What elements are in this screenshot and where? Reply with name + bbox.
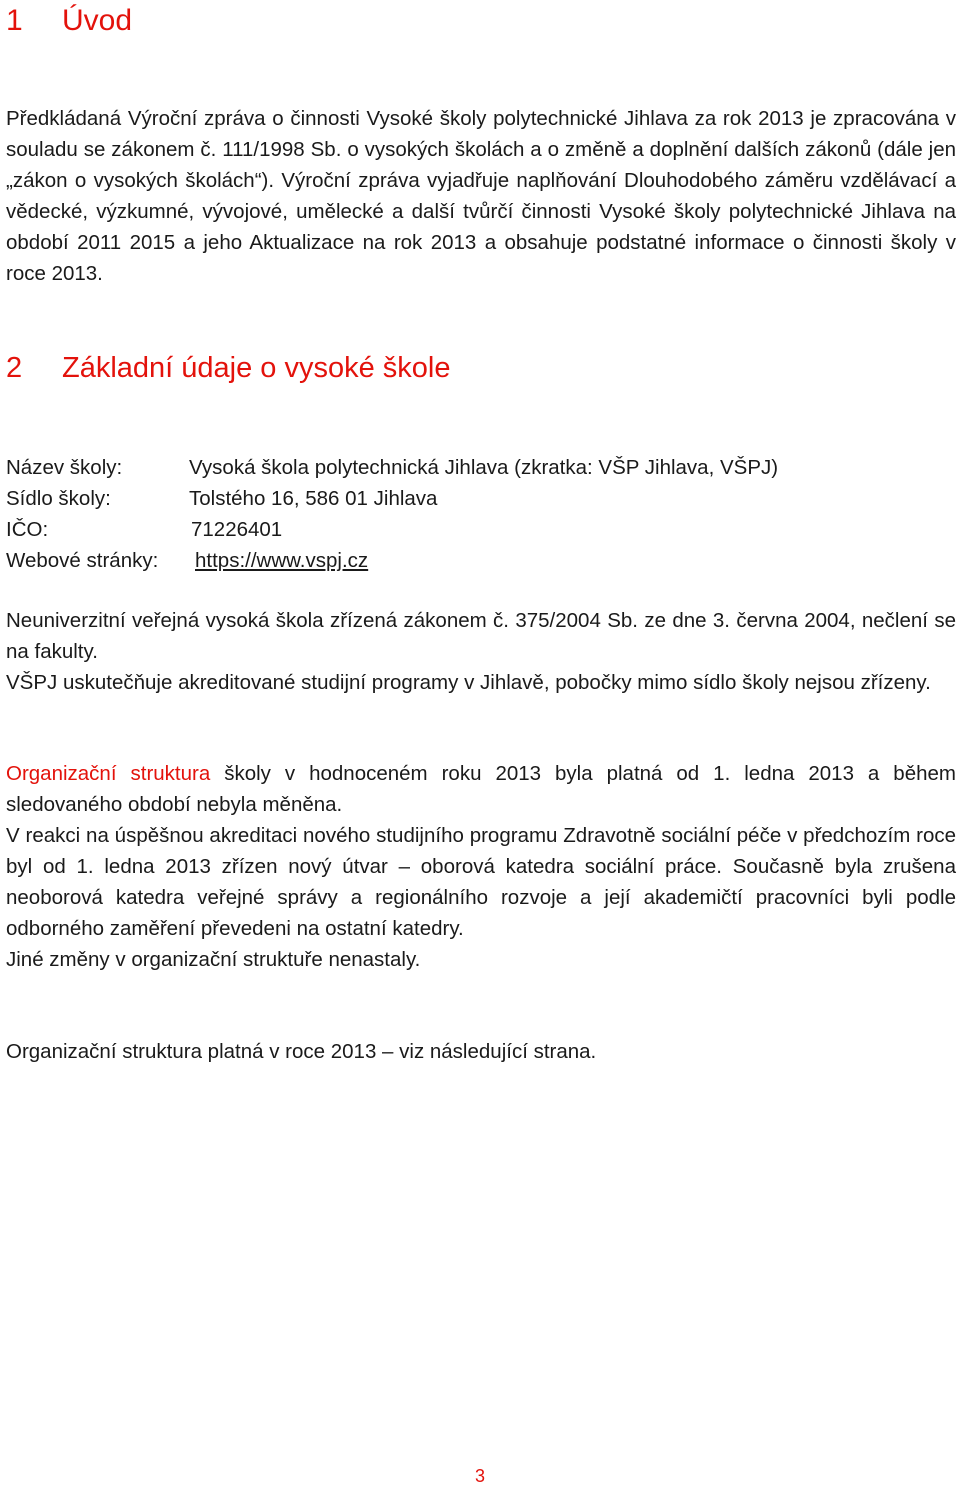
info-value-name: Vysoká škola polytechnická Jihlava (zkratka: VŠP Jihlava, VŠPJ) [189,456,779,479]
info-row-web [6,545,778,576]
info-label-seat: Sídlo školy: [6,487,111,510]
study-programs-line: VŠPJ uskutečňuje akreditované studijní programy v Jihlavě, pobočky mimo sídlo školy nejsou zřízeny. [6,671,931,694]
org-structure-text: školy v hodnoceném roku 2013 byla platná od 1. ledna 2013 a během sledovaného období nebyla měněna. [6,762,956,816]
school-info-table [6,452,778,576]
section-2-heading [6,352,451,385]
legal-status-block [6,605,956,698]
info-row-name [6,452,778,483]
info-value-ico: 71226401 [191,518,283,541]
website-link[interactable]: https://www.vspj.cz [195,549,369,572]
info-row-seat [6,483,778,514]
page-number: 3 [474,1466,485,1486]
section-2-title: Základní údaje o vysoké škole [62,352,451,384]
org-structure-paragraph [6,758,956,820]
org-chart-note: Organizační struktura platná v roce 2013 – viz následující strana. [6,1040,597,1063]
info-row-ico [6,514,778,545]
info-label-web: Webové stránky: [6,549,159,572]
section-1-title: Úvod [62,4,133,37]
section-1-number: 1 [6,4,23,37]
org-structure-block [6,758,956,975]
section-1-heading [6,4,132,38]
org-change-paragraph: V reakci na úspěšnou akreditaci nového studijního programu Zdravotně sociální péče v předchozím roce byl od 1. ledna 2013 zřízen nový útvar – oborová katedra sociální práce. Současně byla zrušena neoborová katedra veřejné správy a regionálního rozvoje a její akademičtí pracovníci byli podle odborného zaměření převedeni na ostatní katedry. [6,824,956,940]
org-structure-link[interactable]: Organizační struktura [6,762,211,785]
info-label-ico: IČO: [6,518,49,541]
info-value-web [189,545,368,576]
info-value-seat: Tolstého 16, 586 01 Jihlava [189,487,438,510]
info-label-name: Název školy: [6,456,123,479]
legal-status-line: Neuniverzitní veřejná vysoká škola zřízená zákonem č. 375/2004 Sb. ze dne 3. června 2004, nečlení se na fakulty. [6,609,956,663]
section-2-number: 2 [6,352,23,384]
org-no-change-line: Jiné změny v organizační struktuře nenastaly. [6,948,421,971]
intro-paragraph: Předkládaná Výroční zpráva o činnosti Vysoké školy polytechnické Jihlava za rok 2013 je zpracována v souladu se zákonem č. 111/1998 Sb. o vysokých školách a o změně a doplnění dalších zákonů (dále jen „zákon o vysokých školách“). Výroční zpráva vyjadřuje naplňování Dlouhodobého záměru vzdělávací a vědecké, výzkumné, vývojové, umělecké a další tvůrčí činnosti Vysoké školy polytechnické Jihlava na období 2011 2015 a jeho Aktualizace na rok 2013 a obsahuje podstatné informace o činnosti školy v roce 2013. [6,107,956,285]
